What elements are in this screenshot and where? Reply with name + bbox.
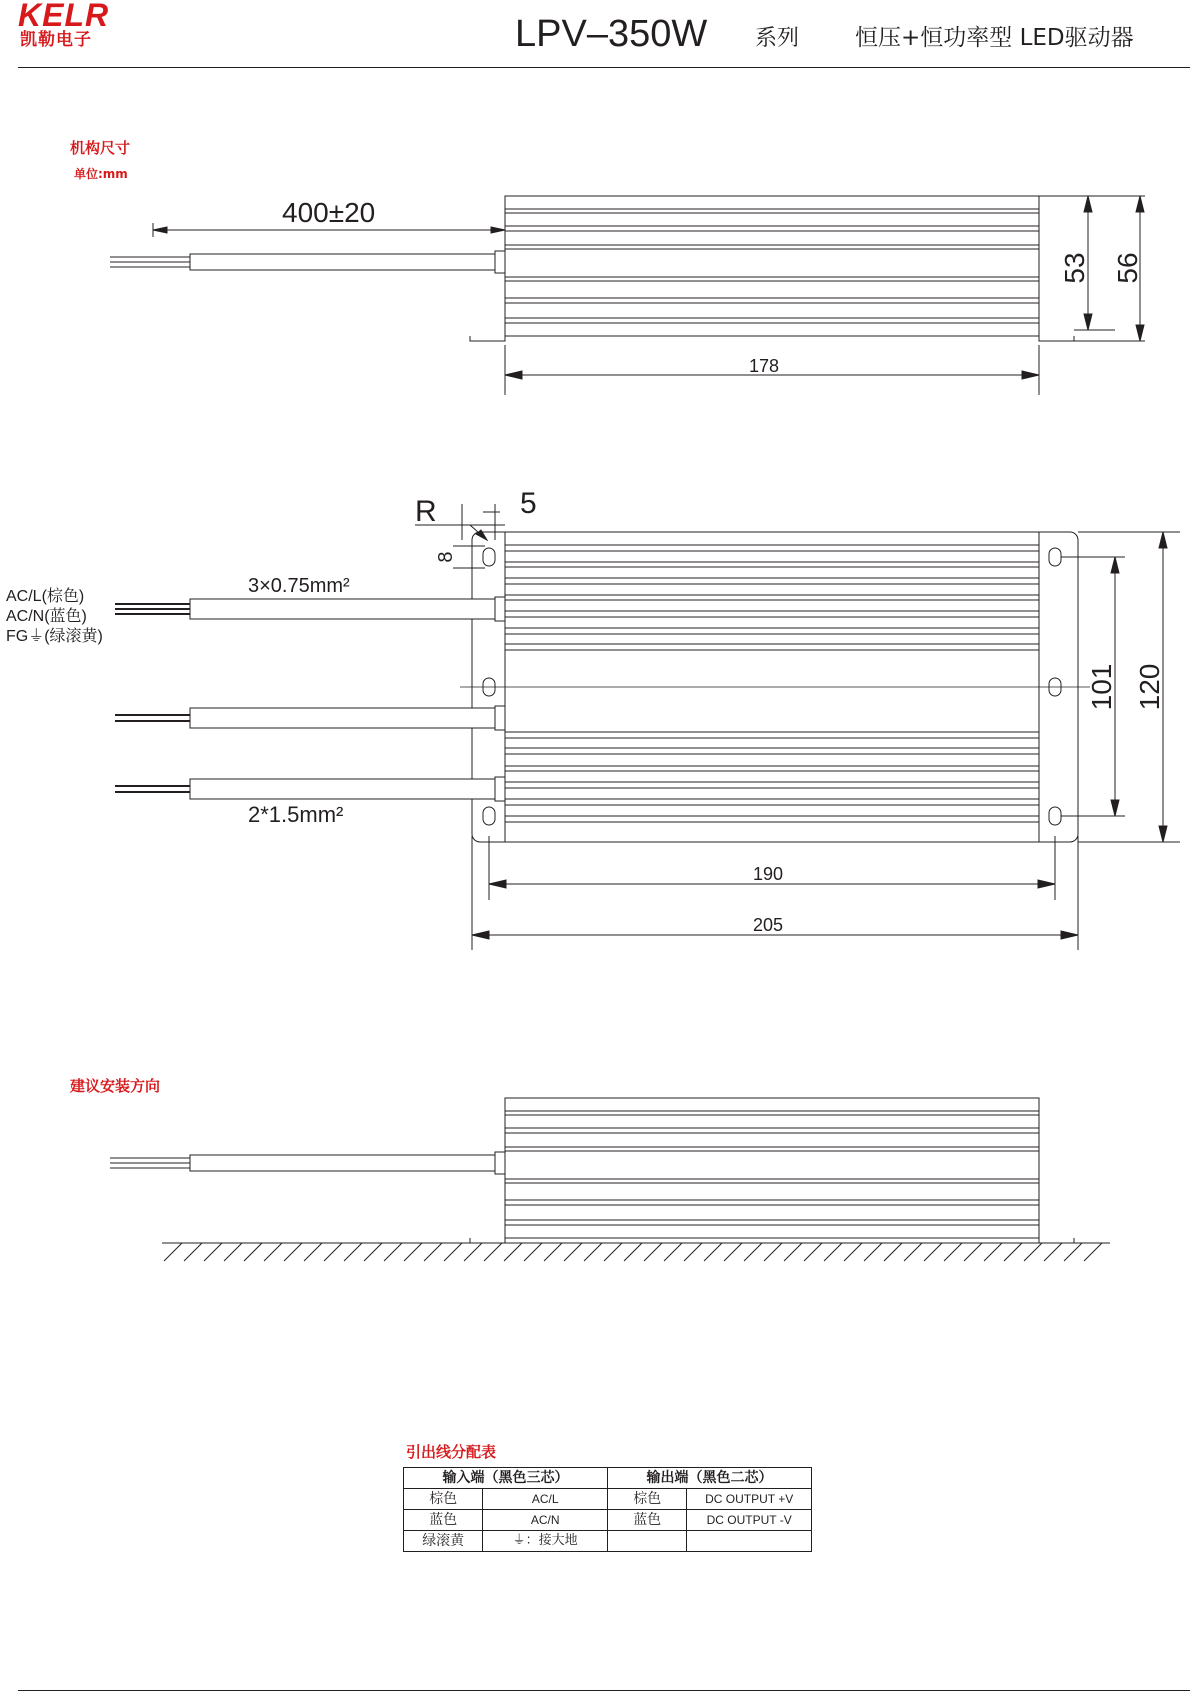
ground-hatch-mark bbox=[784, 1243, 802, 1261]
ground-hatch-mark bbox=[444, 1243, 462, 1261]
body-length-label: 178 bbox=[748, 356, 780, 376]
ground-hatch-mark bbox=[404, 1243, 422, 1261]
unit-label: 单位:mm bbox=[74, 167, 128, 181]
ground-hatch-mark bbox=[924, 1243, 942, 1261]
mechanical-title: 机构尺寸 bbox=[70, 139, 131, 157]
table-row bbox=[404, 1510, 812, 1531]
ground-hatch-mark bbox=[984, 1243, 1002, 1261]
ground-hatch-mark bbox=[904, 1243, 922, 1261]
model-title: LPV–350W bbox=[515, 13, 708, 55]
ground-hatch-mark bbox=[724, 1243, 742, 1261]
ground-hatch-mark bbox=[384, 1243, 402, 1261]
wire-label-fg: FG⏚(绿滚黄) bbox=[6, 628, 103, 645]
ground-hatch-mark bbox=[704, 1243, 722, 1261]
ground-hatch-mark bbox=[844, 1243, 862, 1261]
install-orientation-drawing bbox=[0, 1080, 1200, 1280]
hole-pitch-width-label: 101 bbox=[1086, 663, 1117, 711]
body-width-label: 120 bbox=[1134, 663, 1165, 711]
ground-hatch-mark bbox=[884, 1243, 902, 1261]
ground-hatch-mark bbox=[504, 1243, 522, 1261]
cell-output-color: 蓝色 bbox=[608, 1510, 687, 1531]
height-outer-label: 56 bbox=[1112, 252, 1143, 284]
table-title: 引出线分配表 bbox=[406, 1443, 497, 1461]
logo-brand: KELR bbox=[18, 0, 110, 33]
cell-output-function: DC OUTPUT +V bbox=[687, 1489, 812, 1510]
ground-hatch-mark bbox=[584, 1243, 602, 1261]
output-wire-spec: 2*1.5mm² bbox=[248, 802, 344, 827]
table-header-row bbox=[404, 1468, 812, 1489]
ground-hatch-mark bbox=[524, 1243, 542, 1261]
top-view-drawing bbox=[0, 480, 1200, 960]
ground-hatch-mark bbox=[744, 1243, 762, 1261]
ground-hatch-mark bbox=[624, 1243, 642, 1261]
ground-hatch-mark bbox=[204, 1243, 222, 1261]
table-row bbox=[404, 1489, 812, 1510]
ground-hatch-mark bbox=[764, 1243, 782, 1261]
wire-label-ac-n: AC/N(蓝色) bbox=[6, 608, 87, 625]
ground-hatch-mark bbox=[304, 1243, 322, 1261]
cell-output-function bbox=[687, 1531, 812, 1552]
cell-output-function: DC OUTPUT -V bbox=[687, 1510, 812, 1531]
ground-hatch-mark bbox=[224, 1243, 242, 1261]
cable-length-label: 400±20 bbox=[282, 197, 376, 228]
ground-hatch-mark bbox=[944, 1243, 962, 1261]
ground-hatch-mark bbox=[864, 1243, 882, 1261]
cell-input-color: 绿滚黄 bbox=[404, 1531, 483, 1552]
series-label: 系列 bbox=[755, 26, 800, 51]
ground-hatch-mark bbox=[1064, 1243, 1082, 1261]
ground-hatch-mark bbox=[684, 1243, 702, 1261]
hole-pitch-length-label: 190 bbox=[752, 864, 784, 884]
install-title: 建议安装方向 bbox=[70, 1077, 161, 1095]
table-row bbox=[404, 1531, 812, 1552]
ground-hatch-mark bbox=[464, 1243, 482, 1261]
hole-offset-label: 5 bbox=[520, 487, 537, 520]
radius-label: R bbox=[415, 495, 437, 528]
cell-input-function: AC/L bbox=[483, 1489, 608, 1510]
ground-hatch-mark bbox=[1044, 1243, 1062, 1261]
product-description: 恒压+恒功率型 LED驱动器 bbox=[855, 25, 1134, 51]
input-header: 输入端（黑色三芯） bbox=[404, 1468, 608, 1489]
cell-input-function: ⏚：接大地 bbox=[483, 1531, 608, 1552]
ground-hatch-mark bbox=[184, 1243, 202, 1261]
ground-hatch-mark bbox=[804, 1243, 822, 1261]
ground-hatch-mark bbox=[364, 1243, 382, 1261]
ground-hatch-mark bbox=[424, 1243, 442, 1261]
ground-hatch-mark bbox=[544, 1243, 562, 1261]
pin-assignment-table bbox=[403, 1467, 812, 1552]
side-view-drawing bbox=[0, 0, 1200, 420]
cell-input-function: AC/N bbox=[483, 1510, 608, 1531]
wire-label-ac-l: AC/L(棕色) bbox=[6, 588, 85, 605]
ground-hatch-mark bbox=[1004, 1243, 1022, 1261]
ground-hatch-mark bbox=[344, 1243, 362, 1261]
ground-hatch-mark bbox=[564, 1243, 582, 1261]
ground-hatch-mark bbox=[1024, 1243, 1042, 1261]
logo-subtitle: 凯勒电子 bbox=[20, 30, 92, 50]
output-header: 输出端（黑色二芯） bbox=[608, 1468, 812, 1489]
ground-hatch-mark bbox=[284, 1243, 302, 1261]
ground-hatch-mark bbox=[164, 1243, 182, 1261]
ground-hatch-mark bbox=[1084, 1243, 1102, 1261]
ground-hatch-mark bbox=[244, 1243, 262, 1261]
total-length-label: 205 bbox=[752, 915, 784, 935]
ground-hatch-mark bbox=[644, 1243, 662, 1261]
ground-hatch-mark bbox=[664, 1243, 682, 1261]
hole-diameter-label: 8 bbox=[435, 551, 457, 563]
cell-input-color: 棕色 bbox=[404, 1489, 483, 1510]
ground-hatch-mark bbox=[964, 1243, 982, 1261]
ground-hatch-mark bbox=[604, 1243, 622, 1261]
ground-hatch-mark bbox=[324, 1243, 342, 1261]
input-wire-spec: 3×0.75mm² bbox=[248, 575, 350, 597]
height-inner-label: 53 bbox=[1059, 252, 1090, 284]
ground-hatch-mark bbox=[824, 1243, 842, 1261]
footer-divider bbox=[18, 1690, 1190, 1691]
ground-hatch-mark bbox=[484, 1243, 502, 1261]
cell-output-color bbox=[608, 1531, 687, 1552]
cell-output-color: 棕色 bbox=[608, 1489, 687, 1510]
ground-hatch-mark bbox=[264, 1243, 282, 1261]
cell-input-color: 蓝色 bbox=[404, 1510, 483, 1531]
